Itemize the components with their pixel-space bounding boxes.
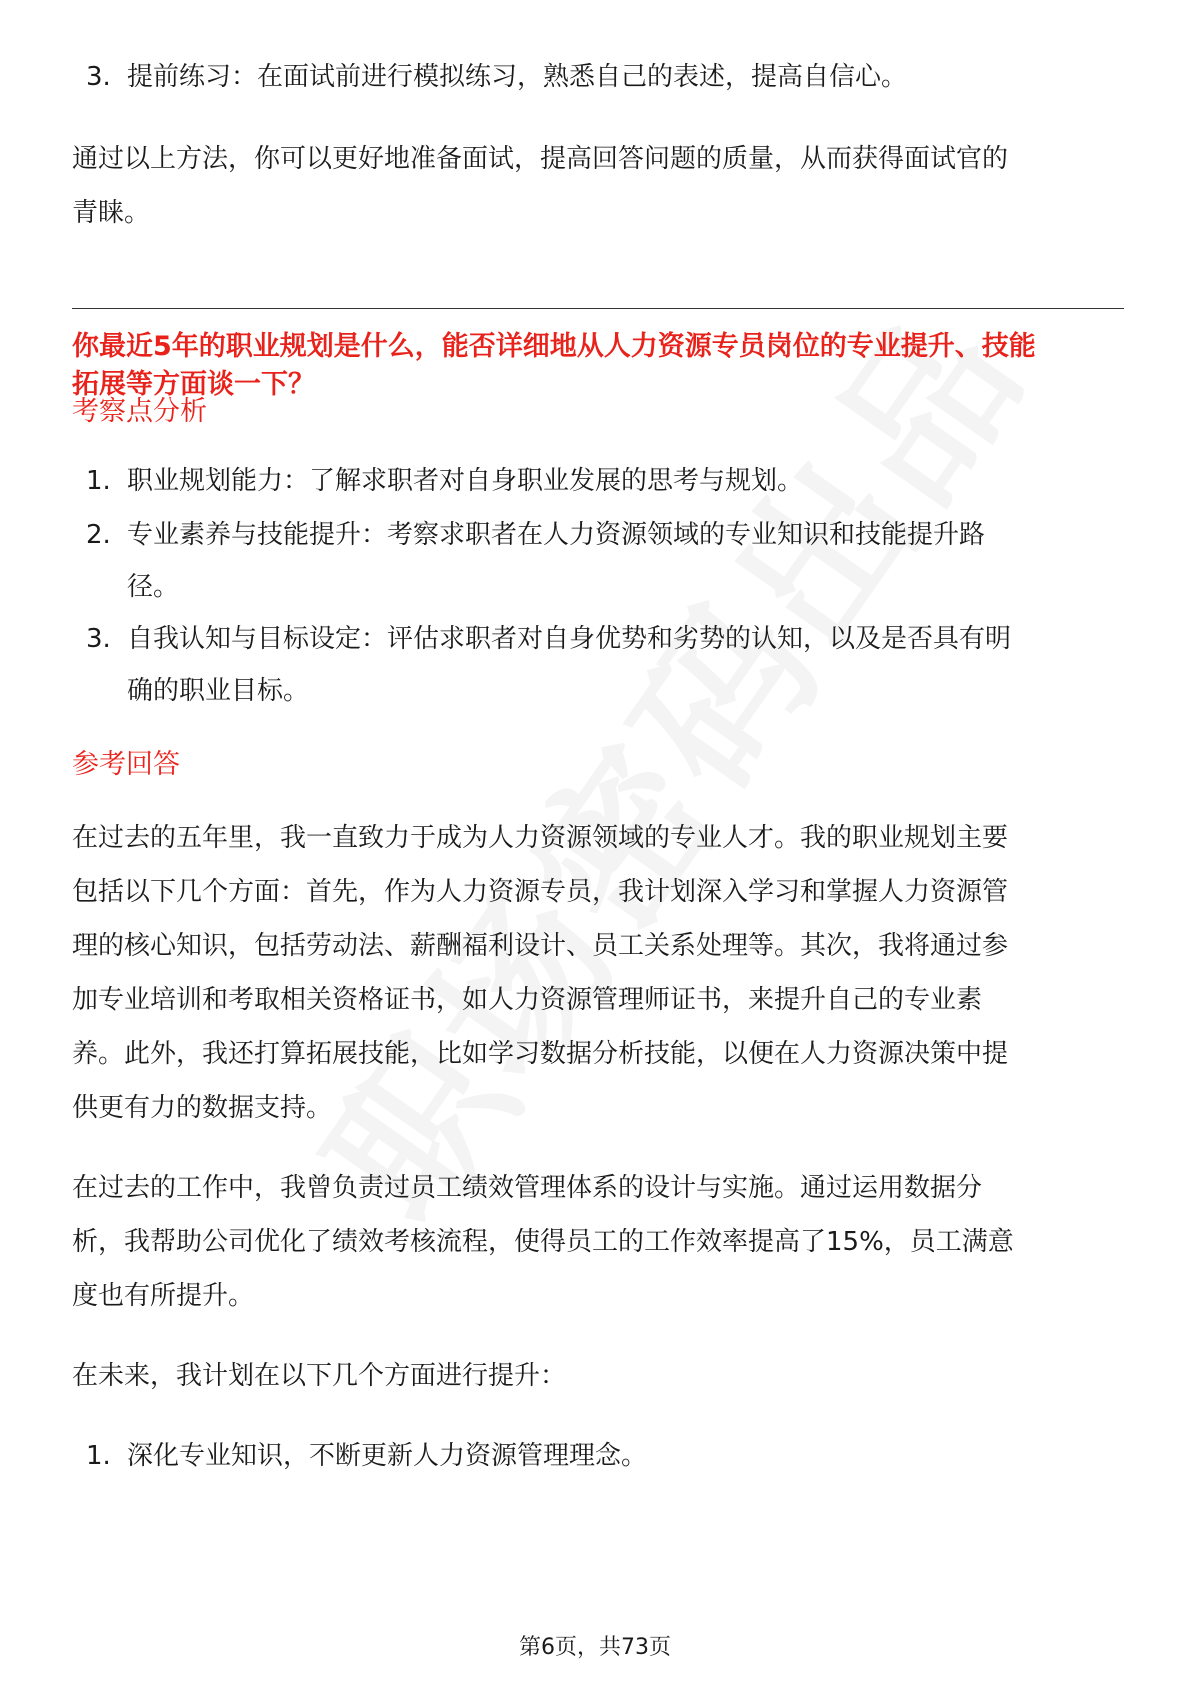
list-text: 确的职业目标。 [127,676,310,706]
list-text: 自我认知与目标设定：评估求职者对自身优势和劣势的认知，以及是否具有明 [127,624,1012,654]
answer-paragraph [72,1161,1122,1323]
answer-line: 养。此外，我还打算拓展技能，比如学习数据分析技能，以便在人力资源决策中提 [72,1039,1009,1069]
section-divider [72,308,1124,309]
list-item [72,1429,1122,1483]
analysis-section [72,392,1122,720]
summary-line: 通过以上方法，你可以更好地准备面试，提高回答问题的质量，从而获得面试官的 [72,144,1009,174]
list-number: 1. [86,1441,111,1471]
answer-line: 加专业培训和考取相关资格证书，如人力资源管理师证书，来提升自己的专业素 [72,985,983,1015]
list-item [72,48,1177,106]
list-item [72,610,1122,720]
answer-line: 包括以下几个方面：首先，作为人力资源专员，我计划深入学习和掌握人力资源管 [72,877,1009,907]
page-footer: 第6页，共73页 [519,1635,671,1660]
list-text: 径。 [127,572,180,602]
list-text: 专业素养与技能提升：考察求职者在人力资源领域的专业知识和技能提升路 [127,520,986,550]
answer-paragraph [72,811,1122,1135]
list-item [72,452,1122,510]
list-text: 职业规划能力：了解求职者对自身职业发展的思考与规划。 [127,466,804,496]
summary-paragraph [72,130,1122,242]
analysis-heading: 考察点分析 [72,396,207,427]
answer-line: 理的核心知识，包括劳动法、薪酬福利设计、员工关系处理等。其次，我将通过参 [72,931,1009,961]
answer-paragraph: 在未来，我计划在以下几个方面进行提升： [72,1361,567,1391]
list-item [72,506,1122,616]
answer-section [72,745,1122,1483]
list-number: 3. [86,624,111,654]
answer-line: 在过去的工作中，我曾负责过员工绩效管理体系的设计与实施。通过运用数据分 [72,1173,983,1203]
list-text: 深化专业知识，不断更新人力资源管理理念。 [127,1441,648,1471]
answer-line: 在过去的五年里，我一直致力于成为人力资源领域的专业人才。我的职业规划主要 [72,823,1009,853]
question-line: 你最近5年的职业规划是什么，能否详细地从人力资源专员岗位的专业提升、技能 [72,331,1036,362]
answer-line: 度也有所提升。 [72,1281,255,1311]
question-line: 拓展等方面谈一下？ [72,369,315,400]
list-number: 3. [86,62,111,92]
list-number: 2. [86,520,111,550]
answer-heading: 参考回答 [72,749,180,780]
answer-line: 析，我帮助公司优化了绩效考核流程，使得员工的工作效率提高了15%，员工满意 [72,1227,1014,1257]
answer-line: 供更有力的数据支持。 [72,1093,333,1123]
list-number: 1. [86,466,111,496]
list-text: 提前练习：在面试前进行模拟练习，熟悉自己的表述，提高自信心。 [127,62,908,92]
summary-line: 青睐。 [72,198,151,228]
